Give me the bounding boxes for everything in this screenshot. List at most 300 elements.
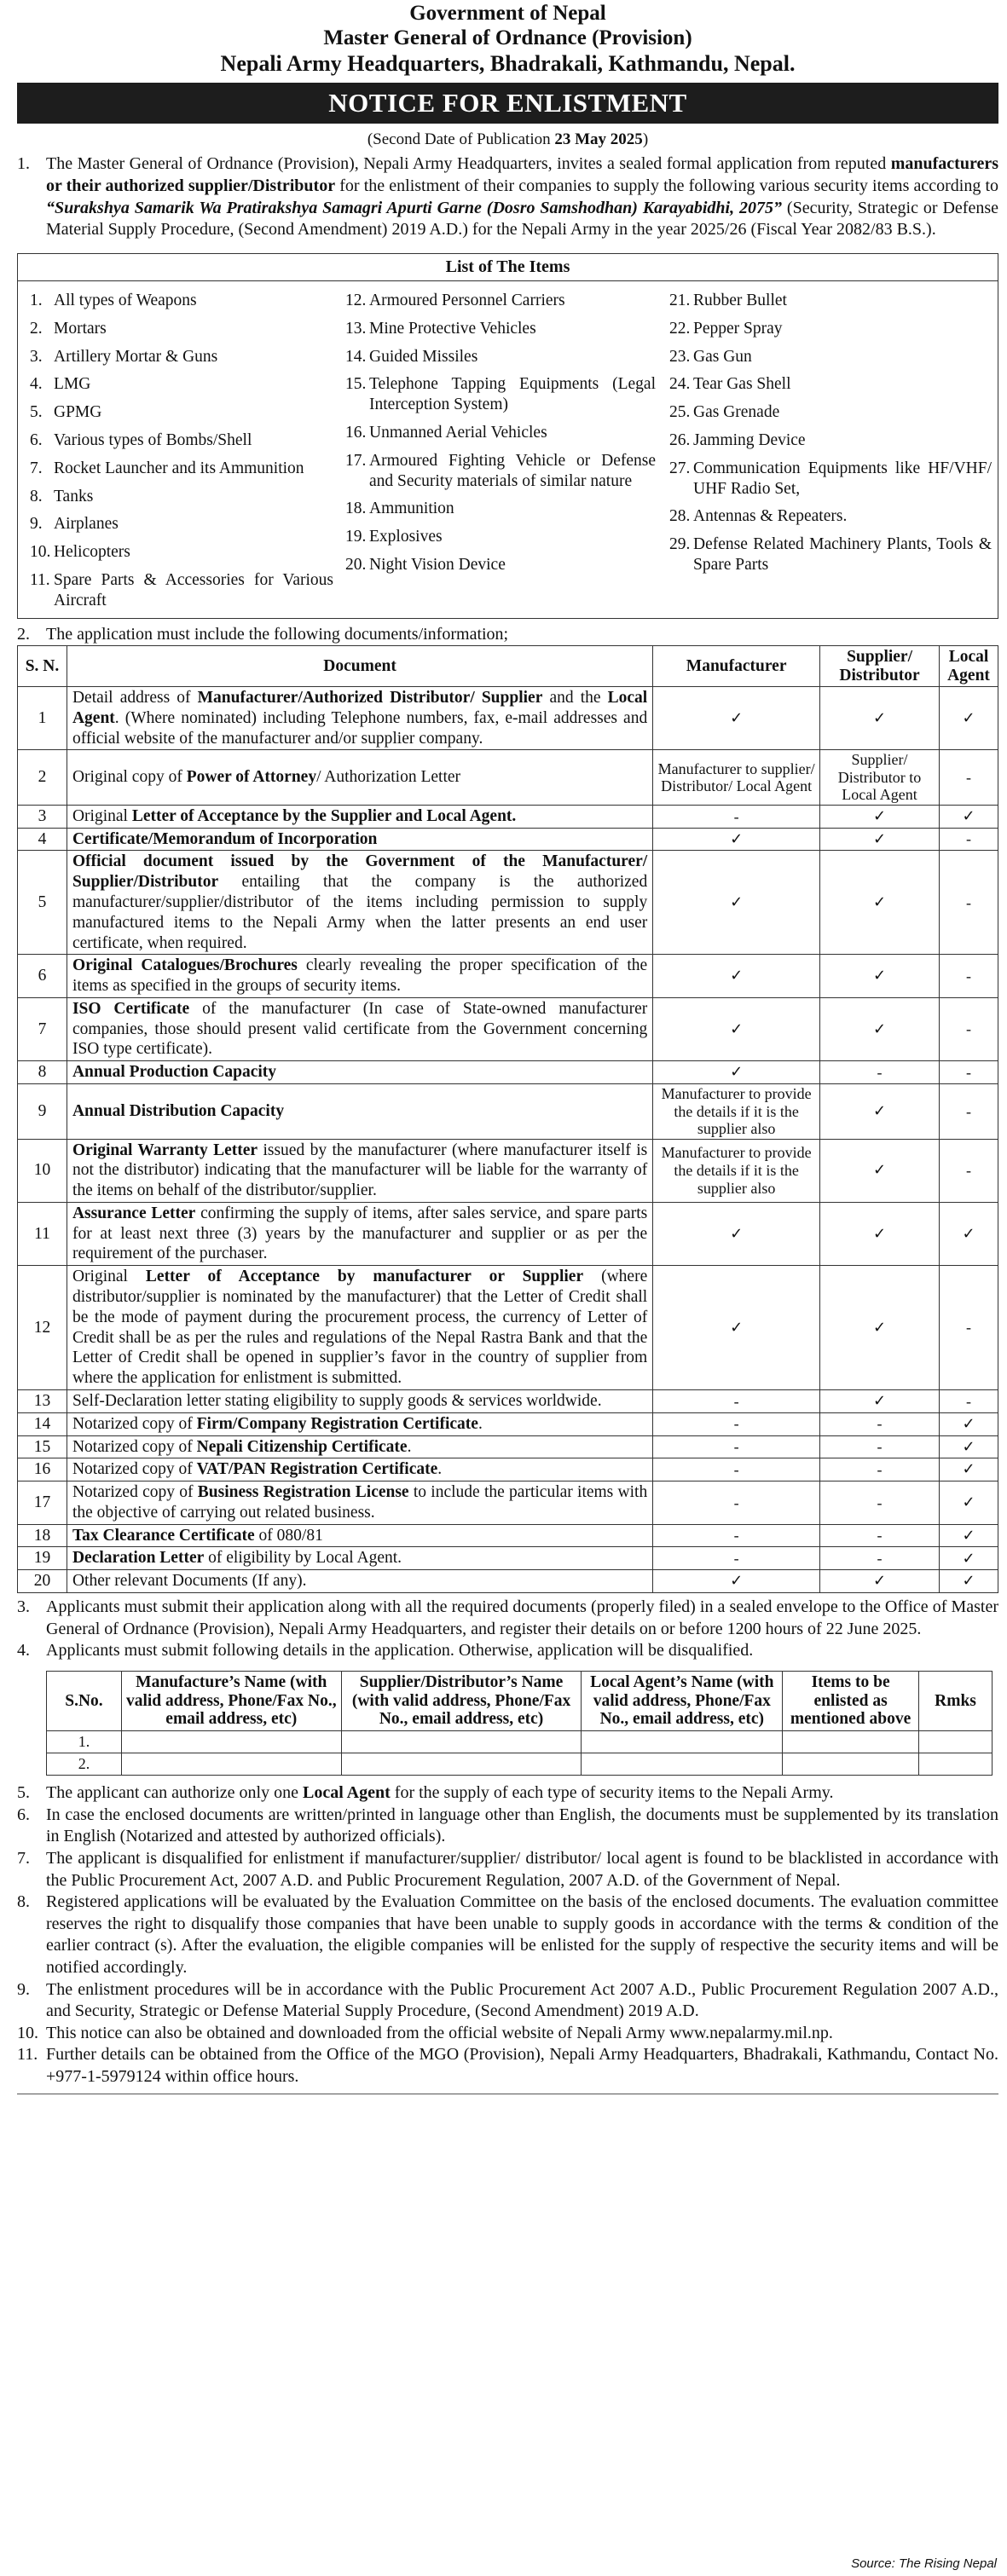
item-label: Jamming Device <box>693 431 806 450</box>
procedure-title: “Surakshya Samarik Wa Pratirakshya Samagri Apurti Garne (Dosro Samshodhan) Karayabidhi, 2075” <box>46 198 782 217</box>
document-sn: 20 <box>18 1570 67 1593</box>
paragraph-text: Further details can be obtained from the Office of the MGO (Provision), Nepali Army Headquarters, Bhadrakali, Kathmandu, Contact No. +977-1-5979124 within office hours. <box>46 2045 998 2086</box>
requirement-manufacturer <box>653 750 820 806</box>
item-label: Gas Gun <box>693 347 752 366</box>
document-text-part: Local Agent <box>72 688 648 727</box>
document-row <box>18 1084 998 1140</box>
p1-text-c: for the enlistment of their companies to supply the following various security items according to <box>335 176 999 195</box>
requirement-local-agent <box>940 1389 998 1412</box>
document-row <box>18 1481 998 1525</box>
requirement-text: - <box>733 1460 739 1478</box>
checkmark-icon: ✓ <box>872 1572 887 1591</box>
item-entry <box>30 347 333 367</box>
paragraph-number: 10. <box>17 2023 38 2042</box>
items-column-1 <box>30 283 345 610</box>
document-text-part: ISO Certificate <box>72 999 190 1018</box>
item-entry <box>345 527 656 547</box>
item-number: 5. <box>30 403 43 422</box>
document-text-part: Notarized copy of <box>72 1483 198 1502</box>
item-entry <box>345 347 656 367</box>
paragraph-3 <box>17 1597 998 1640</box>
application-details-table <box>46 1671 993 1776</box>
app-cell <box>783 1731 919 1753</box>
document-row <box>18 1458 998 1481</box>
document-row <box>18 1266 998 1390</box>
requirement-local-agent <box>940 1481 998 1525</box>
requirement-manufacturer <box>653 686 820 749</box>
requirement-supplier <box>820 851 940 955</box>
requirement-manufacturer <box>653 1061 820 1084</box>
requirement-supplier <box>820 1202 940 1265</box>
document-row <box>18 1412 998 1435</box>
document-description <box>67 997 652 1060</box>
requirement-text: - <box>966 768 971 786</box>
document-description <box>67 1061 652 1084</box>
document-text-part: issued by the manufacturer (where manufacturer itself is not the distributor) indicating that the manufacturer will be liable for the warranty of the items on behalf of the distributor/supplier. <box>72 1141 648 1200</box>
item-label: Armoured Fighting Vehicle or Defense and Security materials of similar nature <box>369 451 656 490</box>
requirement-local-agent <box>940 1458 998 1481</box>
checkmark-icon: ✓ <box>872 893 887 912</box>
checkmark-icon: ✓ <box>962 1224 975 1243</box>
requirement-text: - <box>733 1527 739 1545</box>
item-label: Gas Grenade <box>693 403 780 422</box>
document-sn: 1 <box>18 686 67 749</box>
item-number: 9. <box>30 515 43 534</box>
checkmark-icon: ✓ <box>872 1318 887 1337</box>
app-cell <box>919 1753 993 1776</box>
document-text-part: of eligibility by Local Agent. <box>204 1549 402 1568</box>
requirement-supplier <box>820 828 940 851</box>
app-col-manufacturer: Manufacture’s Name (with valid address, Phone/Fax No., email address, etc) <box>121 1671 341 1730</box>
item-entry <box>345 451 656 492</box>
item-number: 3. <box>30 347 43 366</box>
document-description <box>67 1524 652 1547</box>
item-entry <box>669 347 992 367</box>
paragraph-1 <box>17 153 998 240</box>
requirement-local-agent <box>940 851 998 955</box>
app-cell <box>121 1753 341 1776</box>
requirement-local-agent <box>940 1266 998 1390</box>
item-number: 6. <box>30 431 43 450</box>
item-label: Mine Protective Vehicles <box>369 319 536 338</box>
requirement-supplier <box>820 955 940 998</box>
checkmark-icon: ✓ <box>962 1526 975 1545</box>
item-number: 15. <box>345 375 367 394</box>
requirement-manufacturer <box>653 1481 820 1525</box>
application-table-header <box>47 1671 993 1730</box>
requirement-supplier <box>820 1266 940 1390</box>
document-sn: 9 <box>18 1084 67 1140</box>
item-entry <box>30 542 333 563</box>
item-number: 18. <box>345 500 367 518</box>
paragraph-text: The enlistment procedures will be in accordance with the Public Procurement Act 2007 A.D., Public Procurement Regulation 2007 A.D., and Security, Strategic or Defense Material Supply Procedure, (Second Amendment) 2019 A.D. <box>46 1979 998 2021</box>
requirement-local-agent <box>940 686 998 749</box>
app-cell <box>341 1753 582 1776</box>
app-row-number: 2. <box>47 1753 122 1776</box>
app-col-remarks: Rmks <box>919 1671 993 1730</box>
requirement-text: - <box>966 1392 971 1410</box>
document-sn: 15 <box>18 1435 67 1458</box>
document-sn: 14 <box>18 1412 67 1435</box>
app-cell <box>783 1753 919 1776</box>
item-number: 21. <box>669 292 691 310</box>
document-row <box>18 750 998 806</box>
requirement-text: Manufacturer to supplier/ Distributor/ Local Agent <box>657 760 815 795</box>
document-text-part: Certificate/Memorandum of Incorporation <box>72 829 378 848</box>
document-sn: 8 <box>18 1061 67 1084</box>
requirement-supplier <box>820 1547 940 1570</box>
col-header-document: Document <box>67 646 652 687</box>
requirement-local-agent <box>940 1547 998 1570</box>
checkmark-icon: ✓ <box>962 1572 975 1591</box>
checkmark-icon: ✓ <box>730 1019 744 1038</box>
document-text-part: Self-Declaration letter stating eligibility to supply goods & services worldwide. <box>72 1391 602 1410</box>
document-text-part: and the <box>542 688 608 707</box>
item-number: 13. <box>345 319 367 338</box>
items-columns <box>18 281 998 617</box>
requirement-supplier <box>820 686 940 749</box>
checkmark-icon: ✓ <box>872 1161 887 1180</box>
items-column-3 <box>669 283 992 610</box>
notice-header <box>17 0 998 76</box>
checkmark-icon: ✓ <box>872 967 887 985</box>
requirement-supplier <box>820 1389 940 1412</box>
item-number: 24. <box>669 375 691 394</box>
document-row <box>18 851 998 955</box>
requirement-manufacturer <box>653 828 820 851</box>
requirement-supplier <box>820 1481 940 1525</box>
document-text-part: Firm/Company Registration Certificate <box>196 1414 478 1433</box>
checkmark-icon: ✓ <box>872 1102 887 1121</box>
requirement-text: Supplier/ Distributor to Local Agent <box>837 751 922 804</box>
item-number: 7. <box>30 459 43 477</box>
document-sn: 16 <box>18 1458 67 1481</box>
requirement-supplier <box>820 1458 940 1481</box>
document-text-part: . <box>407 1437 412 1456</box>
document-description <box>67 1202 652 1265</box>
source-credit: Source: The Rising Nepal <box>851 2556 997 2572</box>
requirement-local-agent <box>940 1412 998 1435</box>
col-header-supplier: Supplier/ Distributor <box>820 646 940 687</box>
document-sn: 18 <box>18 1524 67 1547</box>
document-text-part: Other relevant Documents (If any). <box>72 1572 307 1591</box>
document-text-part: Notarized copy of <box>72 1437 197 1456</box>
item-entry <box>669 291 992 311</box>
paragraph-6 <box>17 1805 998 1848</box>
document-description <box>67 1139 652 1202</box>
document-row <box>18 1202 998 1265</box>
document-row <box>18 805 998 828</box>
requirement-text: - <box>733 1438 739 1456</box>
document-description <box>67 1547 652 1570</box>
paragraph-text: The application must include the following documents/information; <box>46 624 509 644</box>
document-sn: 10 <box>18 1139 67 1202</box>
requirement-text: - <box>966 1063 971 1081</box>
requirement-supplier <box>820 997 940 1060</box>
application-table-row <box>47 1731 993 1753</box>
document-row <box>18 955 998 998</box>
document-row <box>18 1547 998 1570</box>
checkmark-icon: ✓ <box>730 1063 744 1082</box>
checkmark-icon: ✓ <box>872 1224 887 1243</box>
document-text-part: Business Registration License <box>197 1483 409 1502</box>
requirement-local-agent <box>940 1524 998 1547</box>
requirement-text: Manufacturer to provide the details if it is the supplier also <box>661 1144 812 1197</box>
paragraph-7 <box>17 1848 998 1892</box>
p5-text-b: Local Agent <box>303 1783 391 1803</box>
requirement-text: - <box>966 830 971 848</box>
checkmark-icon: ✓ <box>730 893 744 912</box>
item-label: Night Vision Device <box>369 555 506 574</box>
requirement-text: - <box>733 1550 739 1568</box>
item-number: 17. <box>345 451 367 470</box>
document-text-part: Letter of Acceptance by manufacturer or Supplier <box>145 1268 584 1286</box>
document-description <box>67 828 652 851</box>
requirement-text: - <box>966 967 971 985</box>
item-entry <box>30 487 333 507</box>
document-text-part: Original copy of <box>72 768 187 787</box>
checkmark-icon: ✓ <box>730 829 744 848</box>
app-cell <box>121 1731 341 1753</box>
paragraph-text: In case the enclosed documents are written/printed in language other than English, the documents must be supplemented by its translation in English (Notarized and attested by authorized officials). <box>46 1805 998 1846</box>
app-col-local-agent: Local Agent’s Name (with valid address, Phone/Fax No., email address, etc) <box>582 1671 783 1730</box>
header-address: Nepali Army Headquarters, Bhadrakali, Kathmandu, Nepal. <box>220 50 796 76</box>
paragraph-number: 2. <box>17 624 30 644</box>
checkmark-icon: ✓ <box>962 708 975 727</box>
paragraph-2 <box>17 624 998 646</box>
item-entry <box>669 430 992 451</box>
requirement-manufacturer <box>653 1412 820 1435</box>
document-text-part: confirming the supply of items, after sales service, and spare parts for at least next three (3) years by the manufacturer and supplier or as per the requirement of the purchaser. <box>72 1204 648 1263</box>
document-text-part: Annual Production Capacity <box>72 1063 277 1082</box>
document-text-part: clearly revealing the proper specification of the items as specified in the groups of security items. <box>72 956 648 996</box>
paragraph-number: 3. <box>17 1597 30 1616</box>
checkmark-icon: ✓ <box>962 807 975 825</box>
publication-date: 23 May 2025 <box>554 130 643 149</box>
paragraph-4 <box>17 1640 998 1662</box>
items-column-2 <box>345 283 669 610</box>
document-text-part: Original <box>72 806 132 825</box>
document-text-part: Original Warranty Letter <box>72 1141 258 1159</box>
document-description <box>67 805 652 828</box>
document-sn: 13 <box>18 1389 67 1412</box>
item-number: 10. <box>30 543 51 562</box>
item-label: Spare Parts & Accessories for Various Aircraft <box>54 570 333 609</box>
requirement-text: - <box>877 1527 883 1545</box>
document-sn: 11 <box>18 1202 67 1265</box>
document-row <box>18 1139 998 1202</box>
requirement-text: Manufacturer to provide the details if it is the supplier also <box>661 1085 812 1138</box>
publication-date-line <box>17 129 998 150</box>
document-sn: 2 <box>18 750 67 806</box>
documents-table-header <box>18 646 998 687</box>
item-label: Armoured Personnel Carriers <box>369 292 565 310</box>
document-text-part: to include the particular items with the objective of carrying out related business. <box>72 1483 648 1522</box>
items-list-box <box>17 253 998 619</box>
item-entry <box>345 499 656 519</box>
requirement-local-agent <box>940 805 998 828</box>
item-label: Tanks <box>54 487 94 505</box>
requirement-manufacturer <box>653 1458 820 1481</box>
document-description <box>67 1570 652 1593</box>
paragraph-10 <box>17 2023 998 2045</box>
document-description <box>67 851 652 955</box>
p5-text-c: for the supply of each type of security items to the Nepali Army. <box>390 1783 834 1803</box>
requirement-manufacturer <box>653 1389 820 1412</box>
document-description <box>67 1435 652 1458</box>
item-label: Telephone Tapping Equipments (Legal Interception System) <box>369 375 656 414</box>
item-entry <box>669 459 992 500</box>
document-row <box>18 997 998 1060</box>
document-row <box>18 1570 998 1593</box>
document-sn: 4 <box>18 828 67 851</box>
checkmark-icon: ✓ <box>962 1549 975 1568</box>
document-text-part: Notarized copy of <box>72 1460 197 1479</box>
requirement-text: - <box>966 893 971 911</box>
item-label: Various types of Bombs/Shell <box>54 431 252 450</box>
requirement-local-agent <box>940 828 998 851</box>
requirement-local-agent <box>940 1061 998 1084</box>
checkmark-icon: ✓ <box>872 1392 887 1411</box>
item-label: Antennas & Repeaters. <box>693 507 848 526</box>
item-label: Unmanned Aerial Vehicles <box>369 424 547 442</box>
document-sn: 6 <box>18 955 67 998</box>
requirement-local-agent <box>940 955 998 998</box>
document-text-part: Original Catalogues/Brochures <box>72 956 298 975</box>
document-row <box>18 1389 998 1412</box>
document-text-part: VAT/PAN Registration Certificate <box>196 1460 438 1479</box>
requirement-supplier <box>820 805 940 828</box>
requirement-supplier <box>820 1435 940 1458</box>
item-entry <box>30 570 333 611</box>
p1-text-a: The Master General of Ordnance (Provision), Nepali Army Headquarters, invites a sealed formal application from reputed <box>46 154 891 174</box>
document-text-part: Letter of Acceptance by the Supplier and Local Agent. <box>131 806 517 825</box>
item-label: Rocket Launcher and its Ammunition <box>54 459 304 477</box>
item-entry <box>345 423 656 443</box>
document-sn: 3 <box>18 805 67 828</box>
document-text-part: Nepali Citizenship Certificate <box>196 1437 408 1456</box>
document-description <box>67 686 652 749</box>
item-number: 25. <box>669 403 691 422</box>
requirement-text: - <box>733 1493 739 1511</box>
item-number: 20. <box>345 555 367 574</box>
app-col-supplier: Supplier/Distributor’s Name (with valid address, Phone/Fax No., email address, etc) <box>341 1671 582 1730</box>
requirement-manufacturer <box>653 1524 820 1547</box>
item-label: Airplanes <box>54 515 119 534</box>
requirement-local-agent <box>940 1202 998 1265</box>
item-number: 28. <box>669 507 691 526</box>
checkmark-icon: ✓ <box>962 1493 975 1512</box>
item-entry <box>345 555 656 575</box>
requirement-text: - <box>877 1438 883 1456</box>
item-entry <box>669 402 992 423</box>
paragraph-11 <box>17 2044 998 2088</box>
document-row <box>18 828 998 851</box>
requirement-manufacturer <box>653 997 820 1060</box>
requirement-supplier <box>820 1524 940 1547</box>
document-text-part: of the manufacturer (In case of State-owned manufacturer companies, those should present valid certificate from the Government concerning ISO type certificate). <box>72 999 648 1059</box>
document-row <box>18 1061 998 1084</box>
paragraph-text: Applicants must submit following details in the application. Otherwise, application will be disqualified. <box>46 1641 754 1661</box>
app-cell <box>582 1731 783 1753</box>
checkmark-icon: ✓ <box>872 807 887 825</box>
document-text-part: Power of Attorney <box>186 768 317 787</box>
paragraph-number: 8. <box>17 1892 30 1912</box>
requirement-text: - <box>877 1063 883 1081</box>
checkmark-icon: ✓ <box>872 829 887 848</box>
item-entry <box>30 374 333 395</box>
document-description <box>67 1481 652 1525</box>
document-text-part: Manufacturer/Authorized Distributor/ Supplier <box>197 688 543 707</box>
item-number: 14. <box>345 347 367 366</box>
requirement-supplier <box>820 1061 940 1084</box>
document-row <box>18 686 998 749</box>
requirement-local-agent <box>940 1084 998 1140</box>
document-sn: 12 <box>18 1266 67 1390</box>
item-label: Pepper Spray <box>693 319 783 338</box>
paragraph-5 <box>17 1782 998 1805</box>
requirement-supplier <box>820 750 940 806</box>
requirement-text: - <box>966 1102 971 1120</box>
checkmark-icon: ✓ <box>730 1224 744 1243</box>
item-number: 19. <box>345 528 367 546</box>
item-entry <box>345 319 656 339</box>
document-description <box>67 1266 652 1390</box>
document-text-part: Assurance Letter <box>72 1204 196 1222</box>
app-col-items: Items to be enlisted as mentioned above <box>783 1671 919 1730</box>
item-number: 26. <box>669 431 691 450</box>
item-entry <box>669 534 992 575</box>
item-number: 29. <box>669 535 691 554</box>
app-cell <box>582 1753 783 1776</box>
item-number: 22. <box>669 319 691 338</box>
paragraph-text: The applicant is disqualified for enlistment if manufacturer/supplier/ distributor/ local agent is found to be blacklisted in accordance with the Public Procurement Act, 2007 A.D. and Public Procurement Regulation, 2007 A.D. of the Government of Nepal. <box>46 1849 998 1890</box>
document-description <box>67 1458 652 1481</box>
paragraph-text: Applicants must submit their application along with all the required documents (properly filed) in a sealed envelope to the Office of Master General of Ordnance (Provision), Nepali Army Headquarters, and register their details on or before 1200 hours of 22 June 2025. <box>46 1597 998 1638</box>
requirement-text: - <box>877 1415 883 1433</box>
requirement-manufacturer <box>653 1435 820 1458</box>
document-description <box>67 1412 652 1435</box>
checkmark-icon: ✓ <box>730 967 744 985</box>
requirement-local-agent <box>940 750 998 806</box>
requirement-manufacturer <box>653 851 820 955</box>
paragraph-text <box>46 153 998 240</box>
requirement-manufacturer <box>653 1547 820 1570</box>
item-label: Ammunition <box>369 500 454 518</box>
item-number: 23. <box>669 347 691 366</box>
requirement-text: - <box>966 1161 971 1179</box>
requirement-manufacturer <box>653 1139 820 1202</box>
item-label: Artillery Mortar & Guns <box>54 347 218 366</box>
application-table-row <box>47 1753 993 1776</box>
document-text-part: (where distributor/supplier is nominated by the manufacturer) that the Letter of Credit shall be the mode of payment during the procurement process, the currency of Letter of Credit shall be as per the rules and regulations of the Nepal Rastra Bank and that the Letter of Credit shall be opened in supplier’s favor in the country of supplier from where the application for enlistment is submitted. <box>72 1268 648 1388</box>
checkmark-icon: ✓ <box>962 1437 975 1456</box>
item-label: GPMG <box>54 403 102 422</box>
col-header-manufacturer: Manufacturer <box>653 646 820 687</box>
document-text-part: . <box>477 1414 483 1433</box>
paragraph-text: Registered applications will be evaluated by the Evaluation Committee on the basis of the enclosed documents. The evaluation committee reserves the right to disqualify those companies that have been unable to supply goods in accordance with the terms & condition of the earlier contract (s). After the evaluation, the eligible companies will be enlisted for the supply of respective the security items and will be notified accordingly. <box>46 1892 998 1977</box>
publication-suffix: ) <box>642 130 649 149</box>
document-text-part: Official document issued by the Government of the Manufacturer/ Supplier/Distributor <box>72 852 648 892</box>
col-header-sn: S. N. <box>18 646 67 687</box>
requirement-local-agent <box>940 1570 998 1593</box>
header-government: Government of Nepal <box>409 2 606 25</box>
item-entry <box>669 374 992 395</box>
item-number: 2. <box>30 319 43 338</box>
paragraph-8 <box>17 1892 998 1978</box>
app-row-number: 1. <box>47 1731 122 1753</box>
item-entry <box>30 514 333 534</box>
